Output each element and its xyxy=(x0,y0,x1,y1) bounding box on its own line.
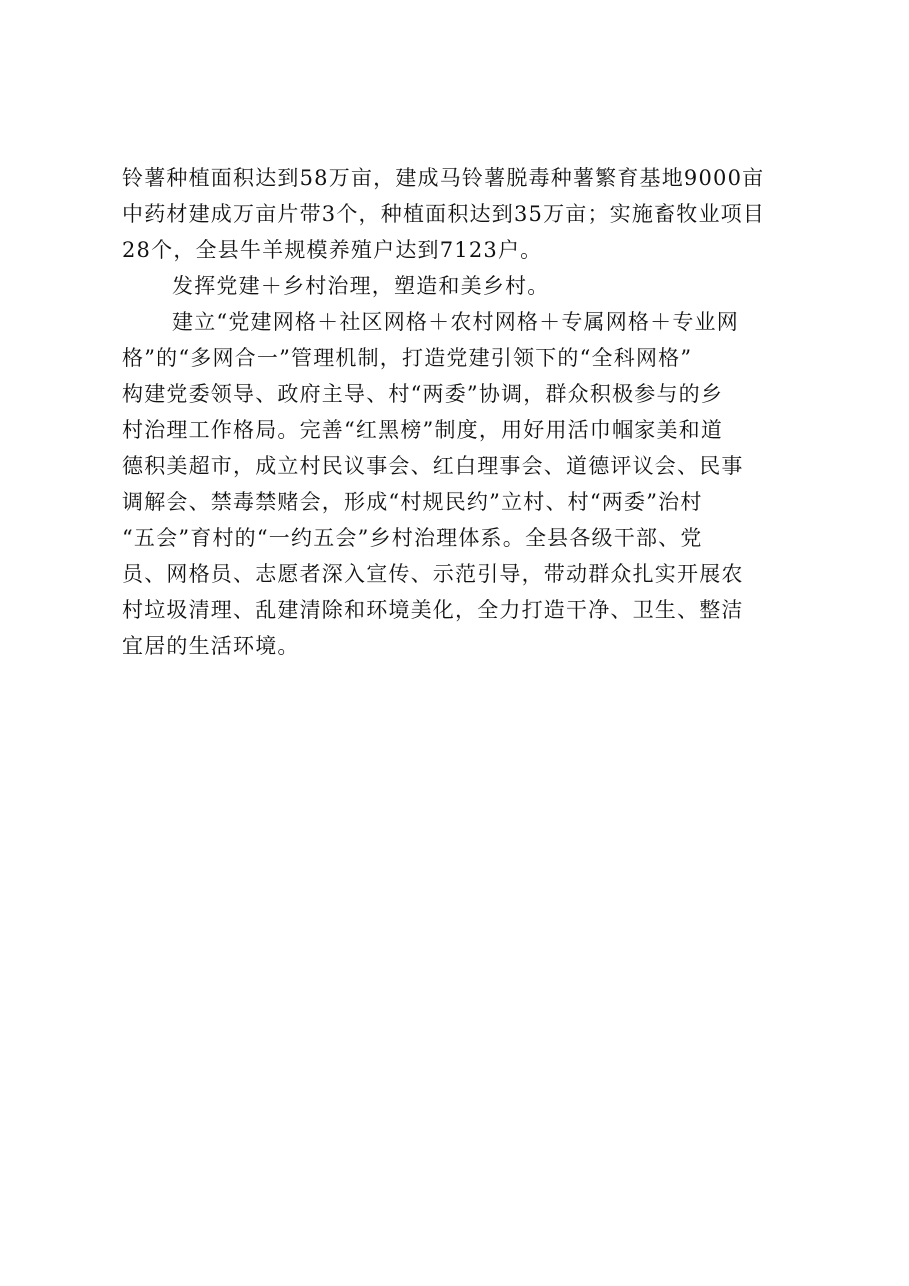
paragraph-line-13: 村垃圾清理、乱建清除和环境美化，全力打造干净、卫生、整洁 xyxy=(122,598,744,622)
paragraph-line-3: 28个，全县牛羊规模养殖户达到7123户。 xyxy=(122,238,543,262)
paragraph-line-10: 调解会、禁毒禁赌会，形成“村规民约”立村、村“两委”治村 xyxy=(122,490,703,514)
paragraph-line-6: 格”的“多网合一”管理机制，打造党建引领下的“全科网格” xyxy=(122,346,693,370)
paragraph-line-12: 员、网格员、志愿者深入宣传、示范引导，带动群众扎实开展农 xyxy=(122,562,744,586)
paragraph-line-7: 构建党委领导、政府主导、村“两委”协调，群众积极参与的乡 xyxy=(122,382,724,406)
paragraph-line-5: 建立“党建网格＋社区网格＋农村网格＋专属网格＋专业网 xyxy=(172,310,739,334)
document-body xyxy=(122,160,822,664)
paragraph-line-2: 中药材建成万亩片带3个，种植面积达到35万亩；实施畜牧业项目 xyxy=(122,202,766,226)
section-heading: 发挥党建＋乡村治理，塑造和美乡村。 xyxy=(172,274,550,298)
paragraph-line-8: 村治理工作格局。完善“红黑榜”制度，用好用活巾帼家美和道 xyxy=(122,418,724,442)
paragraph-line-9: 德积美超市，成立村民议事会、红白理事会、道德评议会、民事 xyxy=(122,454,744,478)
paragraph-line-14: 宜居的生活环境。 xyxy=(122,634,300,658)
paragraph-line-11: “五会”育村的“一约五会”乡村治理体系。全县各级干部、党 xyxy=(122,526,703,550)
paragraph-line-1: 铃薯种植面积达到58万亩，建成马铃薯脱毒种薯繁育基地9000亩 xyxy=(122,166,765,190)
